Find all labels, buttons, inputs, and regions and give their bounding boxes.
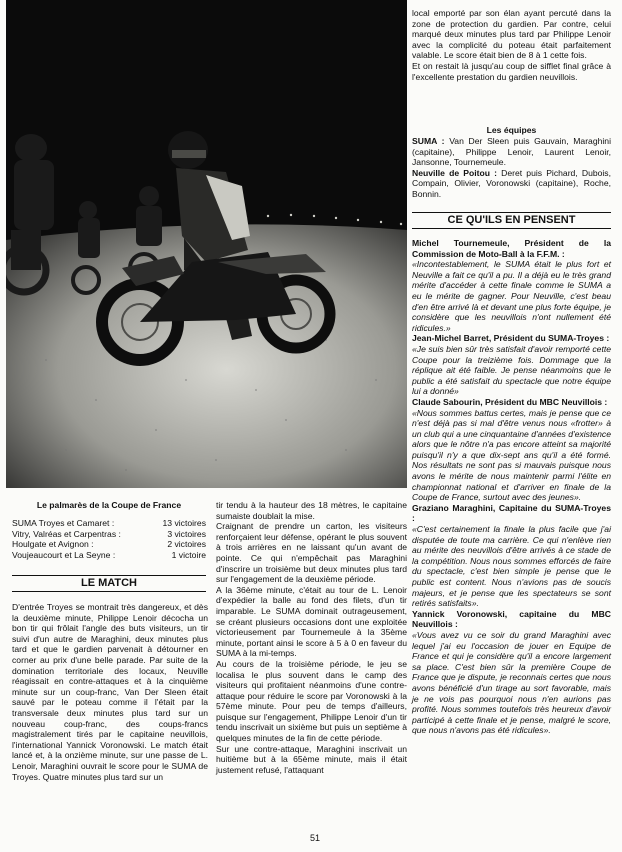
match-text-col2: tir tendu à la hauteur des 18 mètres, le capitaine sumaiste doublait la mise. Craignant de prendre un carton, les visiteurs renforçaient leur défense, opérant le plus souvent à trois arrières en ne laissant qu'un avant de pointe. Ce qui n'empêchait pas Maraghini d'inscrire un troisième but deux minutes plus tard sur l'engagement de la deuxième période. A la 36ème minute, c'était au tour de L. Lenoir d'expédier la balle au fond des filets, d'un tir imparable. Le SUMA dominait outrageusement, se créant plusieurs occasions dont une exploitée victorieusement par Tournemeule à la 35ème minute, portant ainsi le score à 5 à 0 en faveur du SUMA à la mi-temps. Au cours de la troisième période, le jeu se localisa le plus souvent dans le camp des visiteurs qui profitaient néanmoins d'une contre-attaque pour réduire le score par Voronowski à la 57ème minute. Pour peu de temps d'ailleurs, puisque sur l'engagement, Philippe Lenoir d'un tir tendu inscrivait un sixième but puis un septième à quelques minutes de la fin de cette période. Sur une contre-attaque, Maraghini inscrivait un huitième but à la 65ème minute, mais il était justement refusé, l'attaquant [216,500,407,775]
palmares-row [12,539,206,550]
page-number: 51 [309,833,320,843]
opinion-speaker: Claude Sabourin, Président du MBC Neuvillois : [412,396,608,407]
palmares-team: Voujeaucourt et La Seyne : [12,549,116,560]
opinion-quote: «Incontestablement, le SUMA était le plus fort et Neuville a fait ce qu'il a pu. Il a déjà eu le très grand mérite d'accéder à cette finale comme le SUMA a eu le mérite de gagner. Pour Neuville, c'est beau d'en être arrivé là et devant une plus forte équipe, je considère que les neuvillois n'ont nullement été ridicules.» [412,259,611,333]
opinion-quote: «Je suis bien sûr très satisfait d'avoir remporté cette Coupe pour la treizième fois. Dommage que la réplique ait été faible. Je pense néanmoins que le public a été satisfait du spectacle que notre équipe lui a donné» [412,343,611,397]
palmares-row [12,550,206,561]
right-column-intro: local emporté par son élan ayant percuté dans la zone de protection du gardien. Par contre, celui marqué deux minutes plus tard par Philippe Lenoir avec la complicité du poteau était parfaitement valable. Le score était bien de 8 à 1 cette fois. Et on restait là jusqu'au coup de sifflet final grâce à l'excellente prestation du gardien neuvillois. [412,8,611,82]
opinion-speaker: Yannick Voronowski, capitaine du MBC Neuvillois : [412,608,611,630]
neuville-lineup: Deret puis Pichard, Dubois, Compain, Olivier, Voronowski (capitaine), Roche, Bonnin. [412,167,611,199]
suma-lineup: Van Der Sleen puis Gauvain, Maraghini (capitaine), Philippe Lenoir, Laurent Lenoir, Jansonne, Tournemeule. [412,136,611,168]
motoball-photo-image [6,0,407,488]
palmares-wins: 3 victoires [167,528,206,539]
motoball-photo [6,0,407,488]
palmares-wins: 2 victoires [167,539,206,550]
palmares-team: Vitry, Valréas et Carpentras : [12,528,121,539]
neuville-label: Neuville de Poitou : [412,167,497,178]
opinion-speaker: Michel Tournemeule, Président de la Commission de Moto-Ball à la F.F.M. : [412,238,611,259]
opinions-heading: CE QU'ILS EN PENSENT [412,212,611,229]
palmares-table [12,518,206,560]
opinion-quote: «Vous avez vu ce soir du grand Maraghini avec lequel j'ai eu l'occasion de jouer en Equipe de France et qui je considère qu'il a encore largement sa place. C'est bien sûr la première Coupe de France que je dispute, je reconnais certes que nous avons bénéficié d'un tirage au sort favorable, mais je ne vois pas pourquoi nous n'en aurions pas profité. Nous sommes toutefois très heureux d'avoir participé à cette finale et je pense, malgré le score, que nous n'avons pas été ridicules». [412,629,611,736]
palmares-team: Houlgate et Avignon : [12,539,94,550]
palmares-row [12,529,206,540]
teams-list [412,136,611,200]
palmares-wins: 1 victoire [171,549,206,560]
opinion-speaker: Graziano Maraghini, Capitaine du SUMA-Troyes : [412,502,611,524]
opinions-list [412,238,611,736]
match-text-col1: D'entrée Troyes se montrait très dangereux, et dès la deuxième minute, Philippe Lenoir décocha un bon tir qui frôlait l'angle des buts visiteurs, un tir suivi d'un autre de Maraghini, deux minutes plus tard et que le gardien parvenait à détourner en corner au prix d'une belle parade. Par suite de la domination territoriale des locaux, Neuville réagissait en contre-attaques et à la cinquième minute sur un coup-franc, Van Der Sleen était sauvé par le poteau comme il l'était par la transversale deux minutes plus tard sur un nouveau coup-franc, des coups-francs magistralement tirés par le capitaine neuvillois, l'international Yannick Voronowski. Le match était lancé et, à la onzième minute, sur une passe de L. Lenoir, Maraghini ouvrait le score pour le SUMA de Troyes. Quatre minutes plus tard sur un [12,602,208,782]
palmares-team: SUMA Troyes et Camaret : [12,518,115,528]
opinion-quote: «C'est certainement la finale la plus facile que j'ai disputée de toute ma carrière. Ce qui n'enlève rien au mérite des neuvillois d'être arrivés à ce stade de la compétition. Nous nous sommes efforcés de faire du spectacle, c'est bien simple je pense que le public est content. Nous n'avions pas de soucis majeurs, et je pense que les spectateurs se sont retirés satisfaits». [412,524,611,609]
palmares-wins: 13 victoires [162,518,206,528]
opinion-speaker: Jean-Michel Barret, Président du SUMA-Troyes : [412,333,610,344]
opinion-quote: «Nous sommes battus certes, mais je pense que ce n'est déjà pas si mal d'être venus nous «frotter» à un club qui a une cinquantaine d'années d'existence alors que le nôtre n'a pas encore atteint sa majorité puisqu'il n'y a que dix-sept ans qu'il a été formé. Nos résultats ne sont pas si mauvais puisque nous avons le mérite de nous maintenir parmi l'élite en championnat national et d'arriver en finale de la Coupe de France, surtout avec des jeunes». [412,407,611,503]
match-heading: LE MATCH [12,575,206,592]
palmares-row [12,518,206,529]
teams-heading: Les équipes [486,125,537,135]
palmares-title: Le palmarès de la Coupe de France [36,500,182,510]
suma-label: SUMA : [412,136,445,146]
